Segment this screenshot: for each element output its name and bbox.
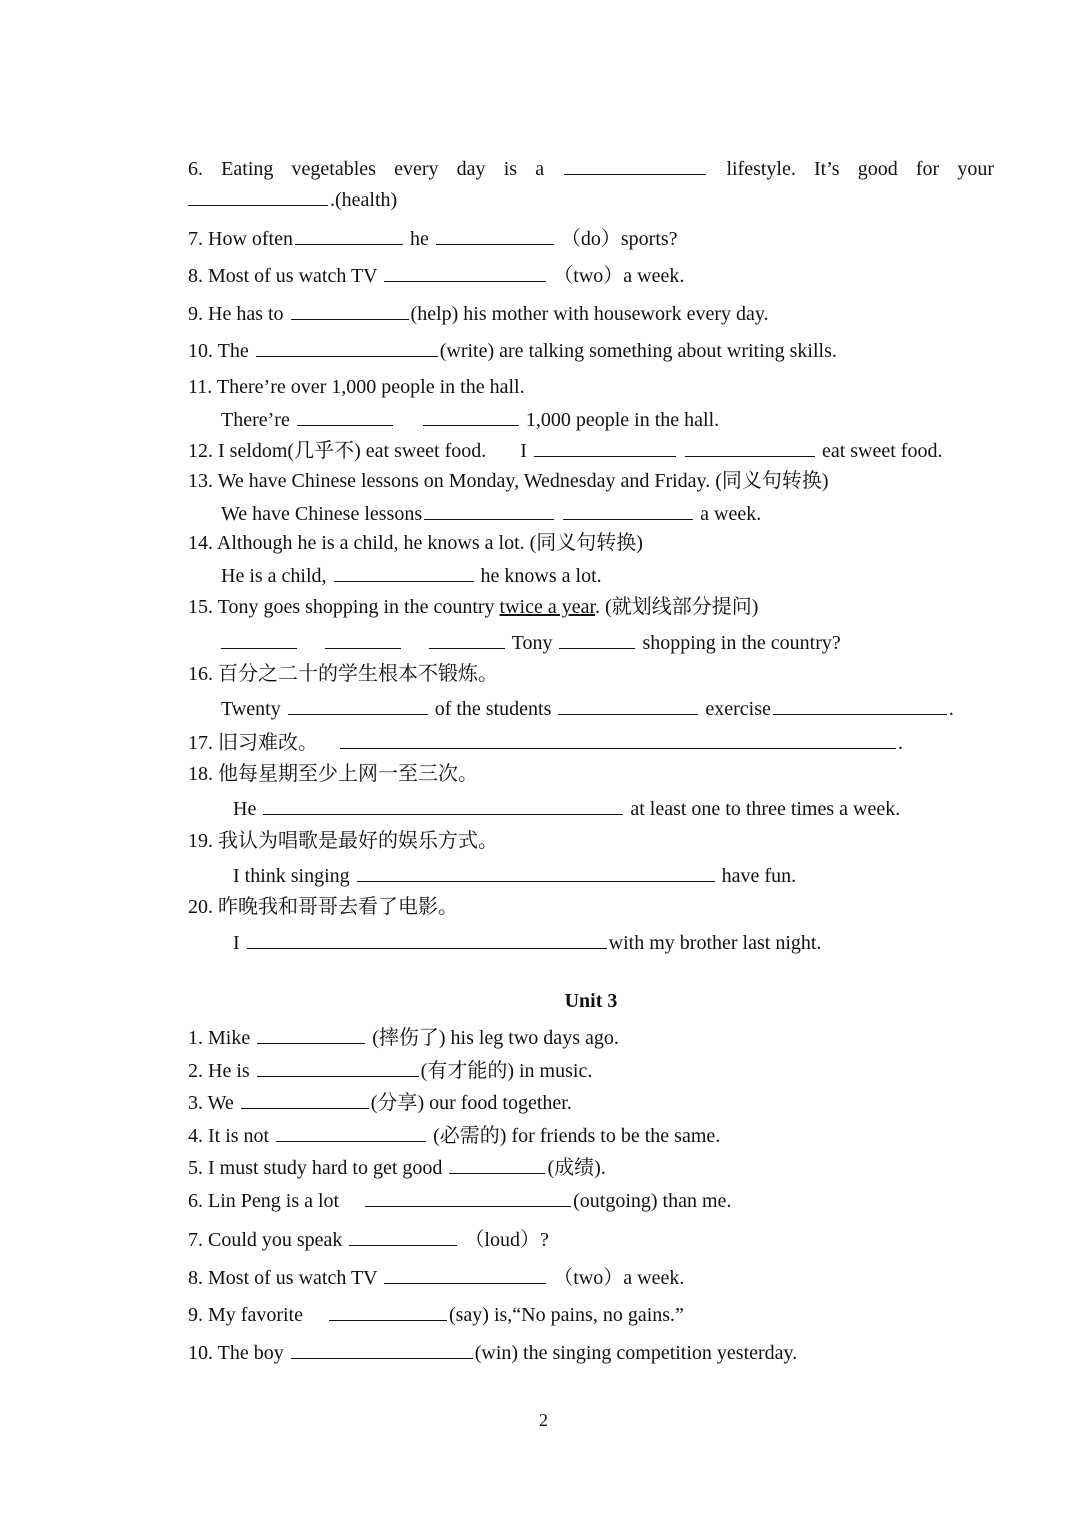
answer-blank[interactable] [424,499,554,520]
question-text: （two）a week. [553,1267,685,1289]
unit3-question-5 [188,1153,606,1181]
question-text: He is [208,1060,250,1082]
answer-blank[interactable] [297,405,393,426]
question-text: (摔伤了) his leg two days ago. [372,1027,619,1049]
question-text: at least one to three times a week. [630,798,901,820]
question-number: 20. [188,896,213,918]
answer-blank[interactable] [256,336,438,357]
question-text: he [409,228,429,250]
question-number: 18. [188,763,213,785]
answer-blank[interactable] [423,405,519,426]
question-number: 11. [188,376,213,398]
answer-blank[interactable] [325,628,401,649]
answer-blank[interactable] [349,1225,457,1246]
question-text: （do）sports? [560,228,678,250]
question-number: 6. [188,158,203,180]
unit3-question-8 [188,1263,684,1291]
question-text: he knows a lot. [480,565,602,587]
question-text: I [520,440,527,462]
answer-blank[interactable] [534,436,676,457]
question-12 [188,436,942,464]
question-number: 4. [188,1125,203,1147]
question-text: The boy [217,1342,284,1364]
answer-blank[interactable] [773,694,947,715]
question-text: 我认为唱歌是最好的娱乐方式。 [218,830,498,852]
question-20-answer [233,928,821,956]
question-text: eat sweet food. [821,440,943,462]
question-text: 1,000 people in the hall. [525,409,720,431]
answer-blank[interactable] [558,694,698,715]
question-text: I seldom(几乎不) eat sweet food. [218,440,487,462]
question-text: . [948,698,954,720]
unit3-question-6 [188,1186,731,1214]
question-text: I [233,932,240,954]
answer-blank[interactable] [257,1056,419,1077]
question-text: 他每星期至少上网一至三次。 [218,763,478,785]
question-17 [188,728,903,756]
question-number: 2. [188,1060,203,1082]
answer-blank[interactable] [365,1186,571,1207]
question-number: 8. [188,1267,203,1289]
question-text: Most of us watch TV [208,1267,378,1289]
question-15-answer [221,628,841,656]
unit3-question-10 [188,1338,797,1366]
answer-blank[interactable] [276,1121,426,1142]
question-15 [188,594,758,620]
question-number: 13. [188,470,213,492]
answer-blank[interactable] [329,1300,447,1321]
answer-blank[interactable] [685,436,815,457]
question-11 [188,374,525,400]
answer-blank[interactable] [384,1263,546,1284]
question-text: exercise [705,698,771,720]
question-number: 14. [188,532,213,554]
question-number: 10. [188,340,213,362]
question-text: Although he is a child, he knows a lot. (同义句转换) [216,532,643,554]
question-19 [188,828,498,854]
answer-blank[interactable] [340,728,896,749]
question-14 [188,530,643,556]
question-text: Most of us watch TV [208,265,378,287]
question-number: 12. [188,440,213,462]
answer-blank[interactable] [291,299,409,320]
answer-blank[interactable] [188,185,328,206]
question-number: 15. [188,596,213,618]
question-text: (分享) our food together. [370,1092,572,1114]
question-text: (outgoing) than me. [573,1190,732,1212]
question-text: 旧习难改。 [218,732,318,754]
question-number: 6. [188,1190,203,1212]
question-text: (必需的) for friends to be the same. [433,1125,721,1147]
answer-blank[interactable] [263,794,623,815]
question-text: a week. [700,503,762,525]
answer-blank[interactable] [436,224,554,245]
question-text: There’re over 1,000 people in the hall. [216,376,525,398]
question-text: How often [208,228,293,250]
question-number: 9. [188,1304,203,1326]
answer-blank[interactable] [564,154,706,175]
question-text: Tony goes shopping in the country [217,596,495,618]
question-number: 3. [188,1092,203,1114]
answer-blank[interactable] [449,1153,545,1174]
question-text: of the students [434,698,552,720]
question-text: My favorite [208,1304,303,1326]
question-text: Tony [511,632,553,654]
question-text: We [207,1092,234,1114]
question-8 [188,261,684,289]
question-text: 昨晚我和哥哥去看了电影。 [218,896,458,918]
question-7 [188,224,678,252]
question-13 [188,468,829,494]
underlined-phrase: twice a year [499,596,596,618]
answer-blank[interactable] [288,694,428,715]
unit-3-heading: Unit 3 [564,990,618,1012]
question-number: 5. [188,1157,203,1179]
question-number: 1. [188,1027,203,1049]
question-16 [188,661,498,687]
question-text: .(health) [330,189,398,211]
question-number: 19. [188,830,213,852]
question-text: Eating vegetables every day is a [221,158,545,180]
question-text: Could you speak [208,1229,343,1251]
question-18-answer [233,794,900,822]
question-text: （two）a week. [553,265,685,287]
unit3-question-3 [188,1088,572,1116]
question-text: Twenty [221,698,281,720]
question-11-answer [221,405,719,433]
question-text: He has to [208,303,284,325]
question-text: Mike [208,1027,251,1049]
question-text: shopping in the country? [642,632,841,654]
answer-blank[interactable] [247,928,607,949]
question-6-line-1 [188,154,994,182]
answer-blank[interactable] [384,261,546,282]
question-number: 16. [188,663,213,685]
question-text: (win) the singing competition yesterday. [474,1342,798,1364]
question-text: (write) are talking something about writing skills. [439,340,837,362]
answer-blank[interactable] [291,1338,473,1359]
answer-blank[interactable] [559,628,635,649]
question-text: Lin Peng is a lot [208,1190,340,1212]
unit3-question-1 [188,1023,619,1051]
unit3-question-2 [188,1056,592,1084]
question-18 [188,761,478,787]
unit3-question-7 [188,1225,549,1253]
question-text: . (就划线部分提问) [595,596,759,618]
question-text: 百分之二十的学生根本不锻炼。 [218,663,498,685]
answer-blank[interactable] [295,224,403,245]
question-13-answer [221,499,761,527]
question-16-answer [221,694,954,722]
question-text: . [898,732,903,754]
question-9 [188,299,769,327]
question-number: 17. [188,732,213,754]
question-text: We have Chinese lessons [221,503,423,525]
answer-blank[interactable] [429,628,505,649]
question-text: I think singing [233,865,350,887]
question-text: He [233,798,257,820]
answer-blank[interactable] [357,861,715,882]
answer-blank[interactable] [563,499,693,520]
question-number: 7. [188,1229,203,1251]
page-number: 2 [539,1410,548,1430]
question-19-answer [233,861,796,889]
question-14-answer [221,561,602,589]
answer-blank[interactable] [257,1023,365,1044]
question-number: 9. [188,303,203,325]
question-text: He is a child, [221,565,327,587]
unit3-question-9 [188,1300,684,1328]
answer-blank[interactable] [241,1088,369,1109]
unit3-question-4 [188,1121,720,1149]
question-text: The [217,340,249,362]
question-10 [188,336,837,364]
question-text: There’re [221,409,290,431]
question-text: have fun. [721,865,797,887]
question-20 [188,894,458,920]
question-number: 7. [188,228,203,250]
question-text: （loud）? [464,1229,549,1251]
question-number: 10. [188,1342,213,1364]
answer-blank[interactable] [221,628,297,649]
question-number: 8. [188,265,203,287]
answer-blank[interactable] [334,561,474,582]
question-text: (成绩). [547,1157,606,1179]
question-text: (say) is,“No pains, no gains.” [448,1304,684,1326]
question-text: (有才能的) in music. [420,1060,593,1082]
question-text: It is not [208,1125,270,1147]
question-text: with my brother last night. [608,932,822,954]
question-text: I must study hard to get good [208,1157,443,1179]
question-text: We have Chinese lessons on Monday, Wednesday and Friday. (同义句转换) [217,470,829,492]
question-text: lifestyle. It’s good for your [726,158,995,180]
question-6-line-2 [188,185,397,213]
question-text: (help) his mother with housework every day. [410,303,769,325]
